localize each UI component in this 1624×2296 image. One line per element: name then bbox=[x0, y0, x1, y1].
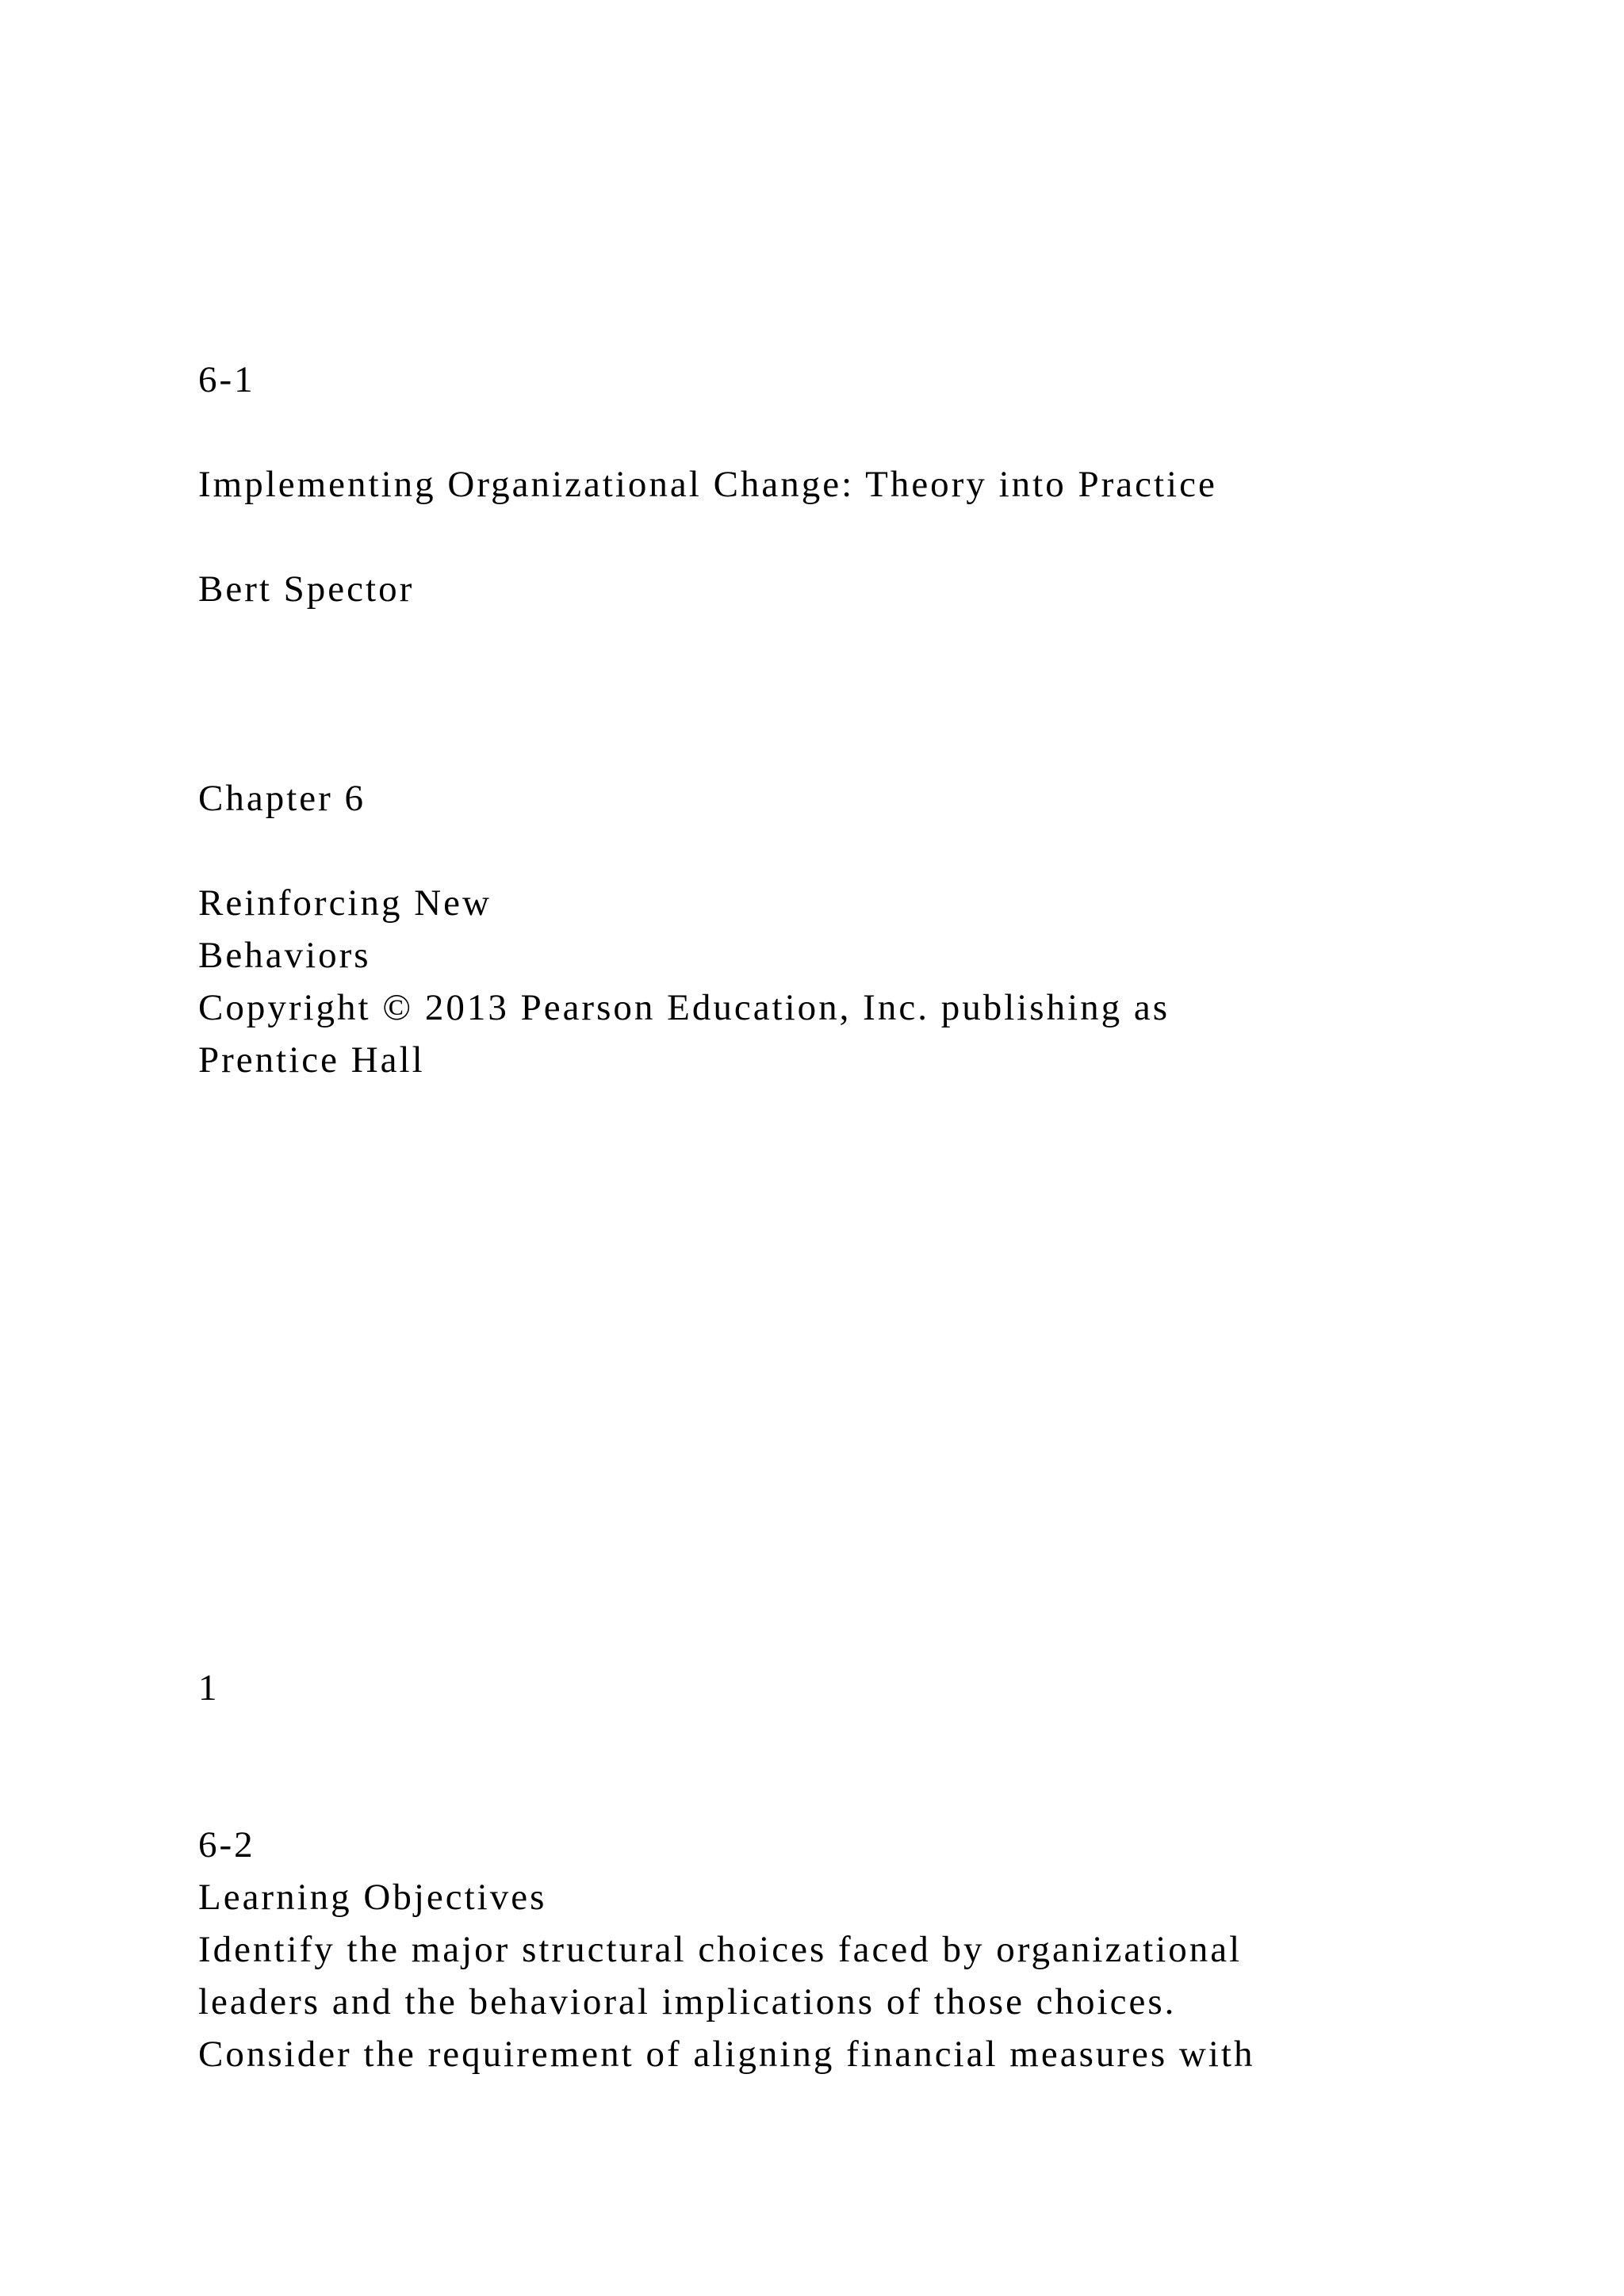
slide-number-2: 6-2 bbox=[198, 1824, 255, 1866]
objective-line-1: Identify the major structural choices faced by organizational bbox=[198, 1929, 1243, 1970]
copyright-line-2: Prentice Hall bbox=[198, 1039, 425, 1081]
copyright-line-1: Copyright © 2013 Pearson Education, Inc. publishing as bbox=[198, 987, 1170, 1028]
chapter-title-line-2: Behaviors bbox=[198, 935, 371, 976]
objective-line-2: leaders and the behavioral implications of those choices. bbox=[198, 1981, 1177, 2022]
page-number: 1 bbox=[198, 1667, 220, 1709]
author-name: Bert Spector bbox=[198, 568, 415, 610]
chapter-label: Chapter 6 bbox=[198, 778, 366, 819]
learning-objectives-heading: Learning Objectives bbox=[198, 1877, 547, 1918]
slide-number: 6-1 bbox=[198, 359, 255, 400]
chapter-title-line-1: Reinforcing New bbox=[198, 882, 492, 924]
objective-line-3: Consider the requirement of aligning financial measures with bbox=[198, 2034, 1255, 2075]
book-title: Implementing Organizational Change: Theory into Practice bbox=[198, 464, 1217, 505]
